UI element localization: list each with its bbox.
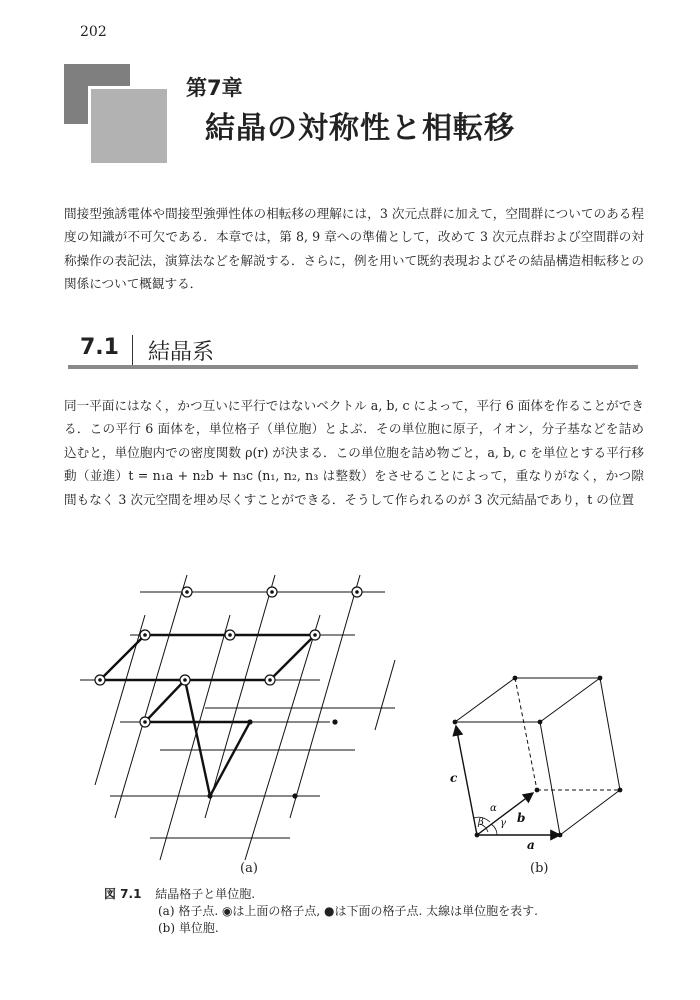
- cell-edge: [515, 678, 537, 790]
- lattice-line: [95, 615, 145, 785]
- caption-title: 結晶格子と単位胞.: [155, 887, 256, 901]
- lower-lattice-point: [292, 793, 297, 798]
- cell-corner: [453, 720, 458, 725]
- angle-gamma-label: γ: [500, 818, 506, 829]
- body-text: 同一平面にはなく，かつ互いに平行ではないベクトル a, b, c によって，平行 6 面体を作ることができる．この平行 6 面体を，単位格子（単位胞）とよぶ．その単位胞に原子，イオン，分子基などを詰め込むと，単位胞内での密度関数 ρ(r) が決まる．この単位胞を詰め物ごと，a, b, c を単位とする平行移動（並進）t = n₁a + n₂b + n₃c (n₁, n₂, n₃ は整数）をさせることによって，重なりがなく，かつ隙間もなく 3 次元空間を埋め尽くすことができる．そうして作られるのが 3 次元結晶であり，t の位置: [64, 398, 644, 507]
- unit-cell-edge: [270, 635, 315, 680]
- unit-cell-diagram: [455, 678, 620, 835]
- upper-lattice-point-center: [143, 633, 147, 637]
- figure-caption: [104, 886, 538, 937]
- page-number: 202: [80, 24, 107, 40]
- vector-c-label: c: [450, 771, 458, 785]
- upper-lattice-point-center: [185, 590, 189, 594]
- figure-7-1: [0, 560, 700, 880]
- vector-c-arrow: [456, 726, 477, 835]
- lattice-diagram: [80, 575, 395, 860]
- section-divider: [132, 335, 133, 365]
- unit-cell-edge: [210, 722, 250, 796]
- lower-lattice-point: [332, 719, 337, 724]
- lattice-line: [290, 575, 360, 818]
- lattice-line: [205, 575, 275, 818]
- angle-arc: [491, 824, 497, 835]
- caption-label: 図 7.1: [104, 887, 142, 901]
- upper-lattice-point-center: [313, 633, 317, 637]
- upper-lattice-point-center: [143, 720, 147, 724]
- section-rule: [68, 365, 638, 369]
- cell-edge: [600, 678, 620, 790]
- caption-title-row: [104, 886, 538, 903]
- cell-edge: [540, 678, 600, 722]
- cell-corner: [513, 676, 518, 681]
- upper-lattice-point-center: [268, 678, 272, 682]
- vector-b-label: b: [517, 811, 526, 825]
- lattice-line: [115, 575, 187, 818]
- vector-a-label: a: [527, 838, 535, 852]
- panel-b-label: (b): [530, 861, 549, 876]
- section-number: 7.1: [80, 335, 119, 360]
- cell-edge: [540, 722, 560, 835]
- lower-lattice-point: [247, 719, 252, 724]
- chapter-number: 第7章: [186, 76, 243, 100]
- lower-lattice-point: [207, 793, 212, 798]
- cell-corner: [475, 833, 480, 838]
- cell-edge: [560, 790, 620, 835]
- chapter-title: 結晶の対称性と相転移: [205, 111, 515, 146]
- cell-corner: [558, 833, 563, 838]
- cell-corner: [598, 676, 603, 681]
- upper-lattice-point-center: [228, 633, 232, 637]
- intro-paragraph: [64, 202, 644, 296]
- caption-line-a: (a) 格子点. ◉は上面の格子点, ●は下面の格子点. 太線は単位胞を表す.: [158, 904, 538, 918]
- unit-cell-edge: [100, 635, 145, 680]
- lattice-line: [375, 660, 395, 730]
- cell-edge: [455, 678, 515, 722]
- cell-corner: [538, 720, 543, 725]
- upper-lattice-point-center: [270, 590, 274, 594]
- upper-lattice-point-center: [98, 678, 102, 682]
- cell-vectors: [456, 726, 560, 835]
- caption-line-b: (b) 単位胞.: [158, 921, 219, 935]
- lattice-line: [160, 615, 230, 860]
- section-heading: [68, 335, 638, 369]
- lattice-line: [245, 615, 320, 860]
- unit-cell-edge: [145, 680, 185, 722]
- panel-a-label: (a): [240, 861, 258, 876]
- chapter-decoration-light: [88, 86, 167, 163]
- body-paragraph: [64, 394, 644, 511]
- angle-beta-label: β: [478, 817, 484, 828]
- upper-lattice-point-center: [355, 590, 359, 594]
- cell-corner: [535, 788, 540, 793]
- cell-corner: [618, 788, 623, 793]
- upper-lattice-point-center: [183, 678, 187, 682]
- intro-text: 間接型強誘電体や間接型強弾性体の相転移の理解には，3 次元点群に加えて，空間群についてのある程度の知識が不可欠である．本章では，第 8, 9 章への準備として，改めて 3 次元点群および空間群の対称操作の表記法，演算法などを解説する．さらに，例を用いて既約表現およびその結晶構造相転移との関係について概観する．: [64, 206, 644, 292]
- cell-corner-points: [453, 676, 623, 838]
- section-title: 結晶系: [148, 340, 215, 365]
- angle-alpha-label: α: [490, 803, 497, 814]
